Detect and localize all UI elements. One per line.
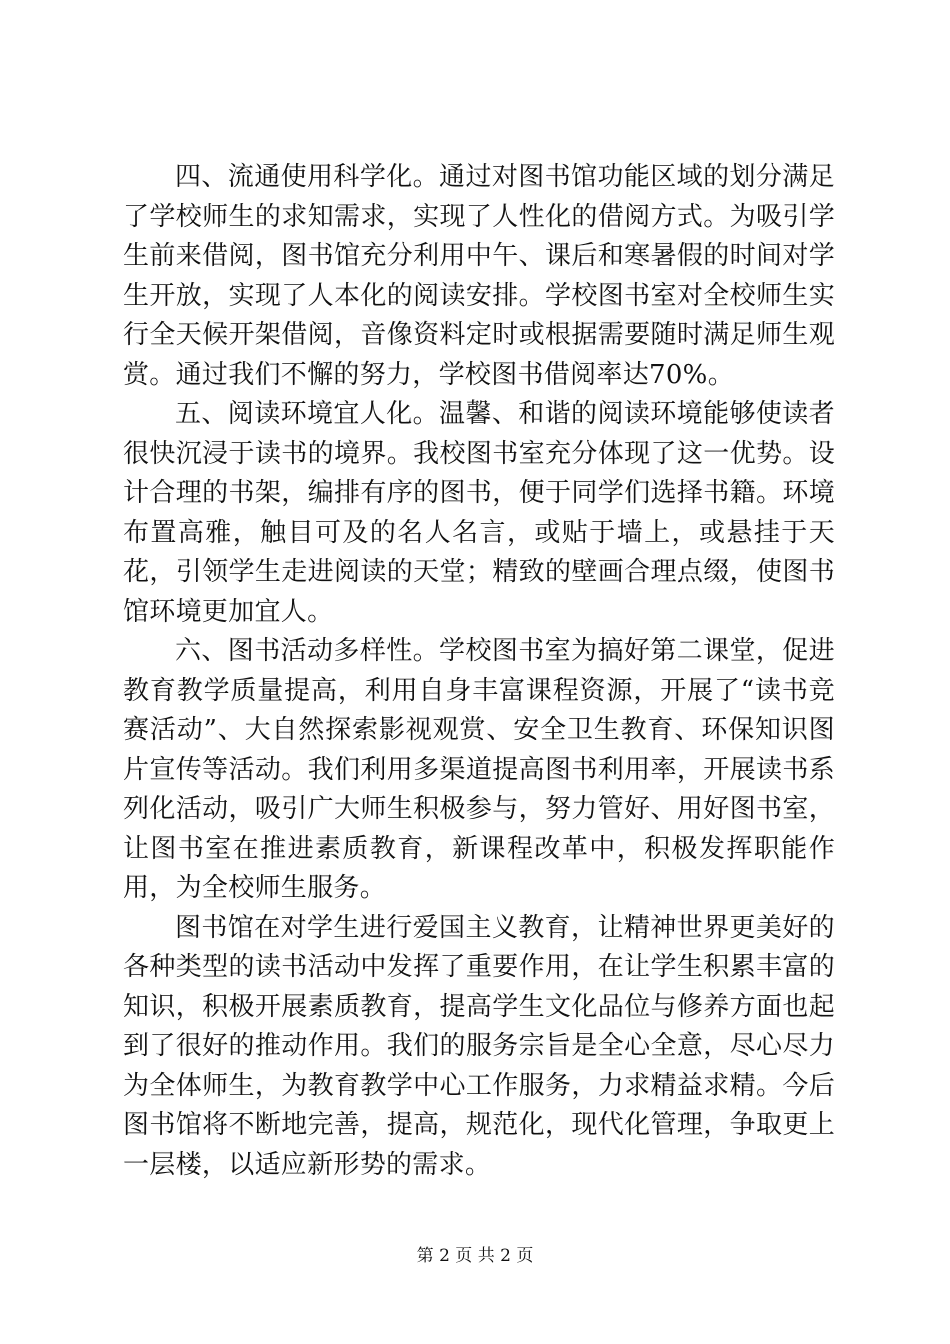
paragraph-circulation: 四、流通使用科学化。通过对图书馆功能区域的划分满足了学校师生的求知需求，实现了人性化的借阅方式。为吸引学生前来借阅，图书馆充分利用中午、课后和寒暑假的时间对学生开放，实现了人本化的阅读安排。学校图书室对全校师生实行全天候开架借阅，音像资料定时或根据需要随时满足师生观赏。通过我们不懈的努力，学校图书借阅率达70%。 (123, 162, 835, 390)
document-body (123, 158, 835, 1185)
paragraph-conclusion: 图书馆在对学生进行爱国主义教育，让精神世界更美好的各种类型的读书活动中发挥了重要作用，在让学生积累丰富的知识，积极开展素质教育，提高学生文化品位与修养方面也起到了很好的推动作用。我们的服务宗旨是全心全意，尽心尽力为全体师生，为教育教学中心工作服务，力求精益求精。今后图书馆将不断地完善，提高，规范化，现代化管理，争取更上一层楼，以适应新形势的需求。 (123, 912, 835, 1180)
paragraph-library-activities: 六、图书活动多样性。学校图书室为搞好第二课堂，促进教育教学质量提高，利用自身丰富课程资源，开展了“读书竞赛活动”、大自然探索影视观赏、安全卫生教育、环保知识图片宣传等活动。我们利用多渠道提高图书利用率，开展读书系列化活动，吸引广大师生积极参与，努力管好、用好图书室，让图书室在推进素质教育，新课程改革中，积极发挥职能作用，为全校师生服务。 (123, 636, 835, 903)
paragraph-reading-environment: 五、阅读环境宜人化。温馨、和谐的阅读环境能够使读者很快沉浸于读书的境界。我校图书室充分体现了这一优势。设计合理的书架，编排有序的图书，便于同学们选择书籍。环境布置高雅，触目可及的名人名言，或贴于墙上，或悬挂于天花，引领学生走进阅读的天堂；精致的壁画合理点缀，使图书馆环境更加宜人。 (123, 399, 835, 627)
page-number-footer: 第 2 页 共 2 页 (416, 1246, 534, 1266)
